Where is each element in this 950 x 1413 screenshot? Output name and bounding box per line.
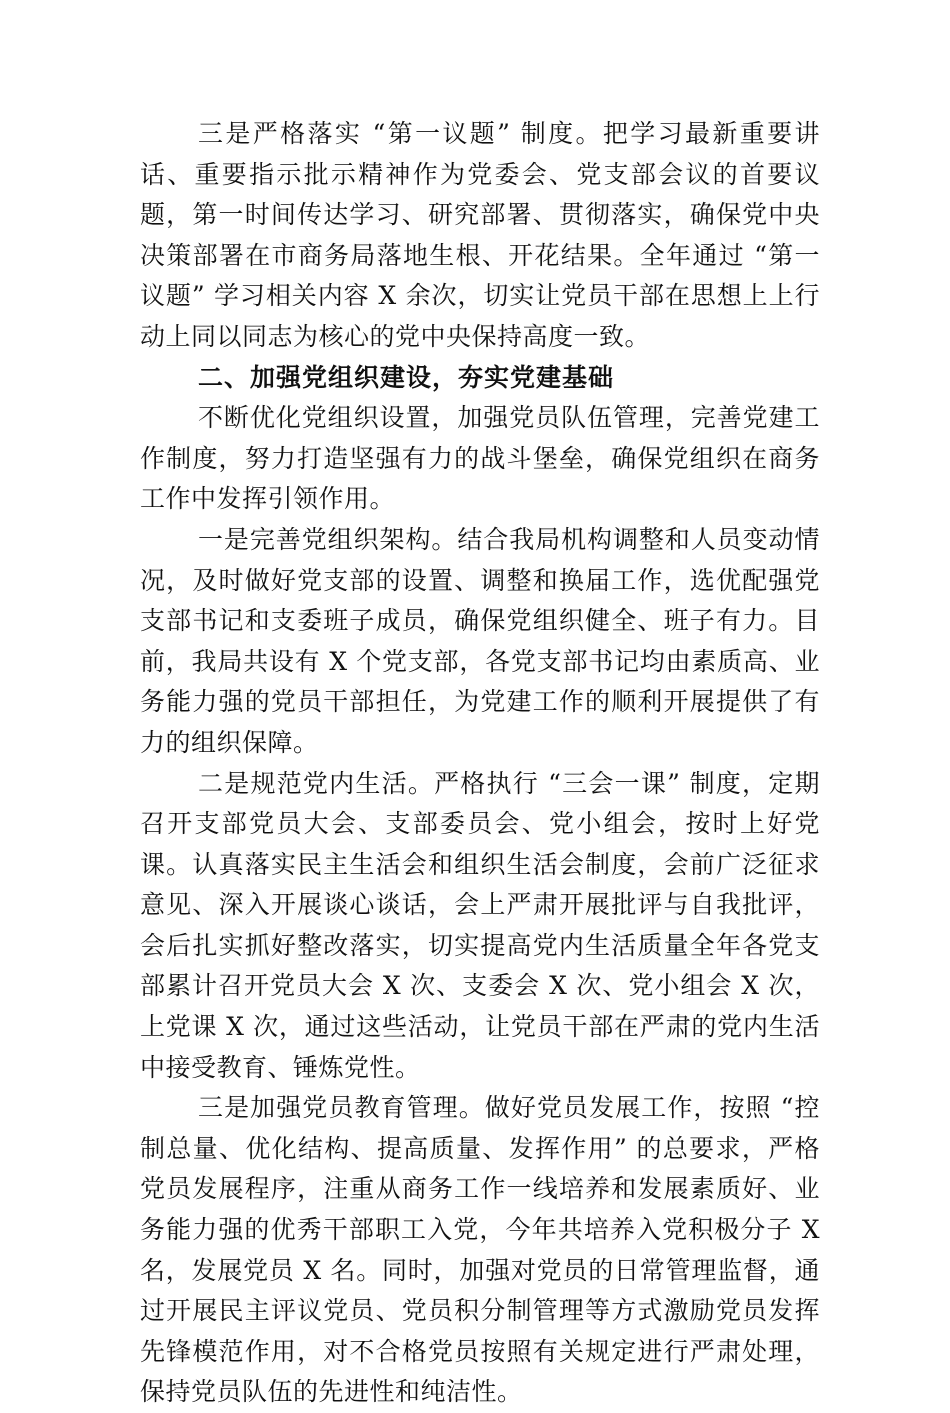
- paragraph-first-topic-system: 三是严格落实 “第一议题” 制度。把学习最新重要讲话、重要指示批示精神作为党委会、党支部会议的首要议题，第一时间传达学习、研究部署、贯彻落实，确保党中央决策部署在市商务局落地生根、开花结果。全年通过 “第一议题” 学习相关内容 X 余次，切实让党员干部在思想上上行动上同以同志为核心的党中央保持高度一致。: [140, 119, 820, 351]
- paragraph-organization-structure: 一是完善党组织架构。结合我局机构调整和人员变动情况，及时做好党支部的设置、调整和换届工作，选优配强党支部书记和支委班子成员，确保党组织健全、班子有力。目前，我局共设有 X 个党支部，各党支部书记均由素质高、业务能力强的党员干部担任，为党建工作的顺利开展提供了有力的组织保障。: [140, 524, 820, 757]
- section-heading-party-organization: 二、加强党组织建设，夯实党建基础: [198, 362, 615, 392]
- paragraph-party-life: 二是规范党内生活。严格执行 “三会一课” 制度，定期召开支部党员大会、支部委员会、党小组会，按时上好党课。认真落实民主生活会和组织生活会制度，会前广泛征求意见、深入开展谈心谈话，会上严肃开展批评与自我批评，会后扎实抓好整改落实，切实提高党内生活质量全年各党支部累计召开党员大会 X 次、支委会 X 次、党小组会 X 次，上党课 X 次，通过这些活动，让党员干部在严肃的党内生活中接受教育、锤炼党性。: [140, 768, 820, 1082]
- paragraph-member-education: 三是加强党员教育管理。做好党员发展工作，按照 “控制总量、优化结构、提高质量、发挥作用” 的总要求，严格党员发展程序，注重从商务工作一线培养和发展素质好、业务能力强的优秀干部职工入党，今年共培养入党积极分子 X 名，发展党员 X 名。同时，加强对党员的日常管理监督，通过开展民主评议党员、党员积分制管理等方式激励党员发挥先锋模范作用，对不合格党员按照有关规定进行严肃处理，保持党员队伍的先进性和纯洁性。: [140, 1093, 820, 1407]
- paragraph-section-intro: 不断优化党组织设置，加强党员队伍管理，完善党建工作制度，努力打造坚强有力的战斗堡垒，确保党组织在商务工作中发挥引领作用。: [140, 403, 820, 514]
- document-page: [140, 114, 820, 1413]
